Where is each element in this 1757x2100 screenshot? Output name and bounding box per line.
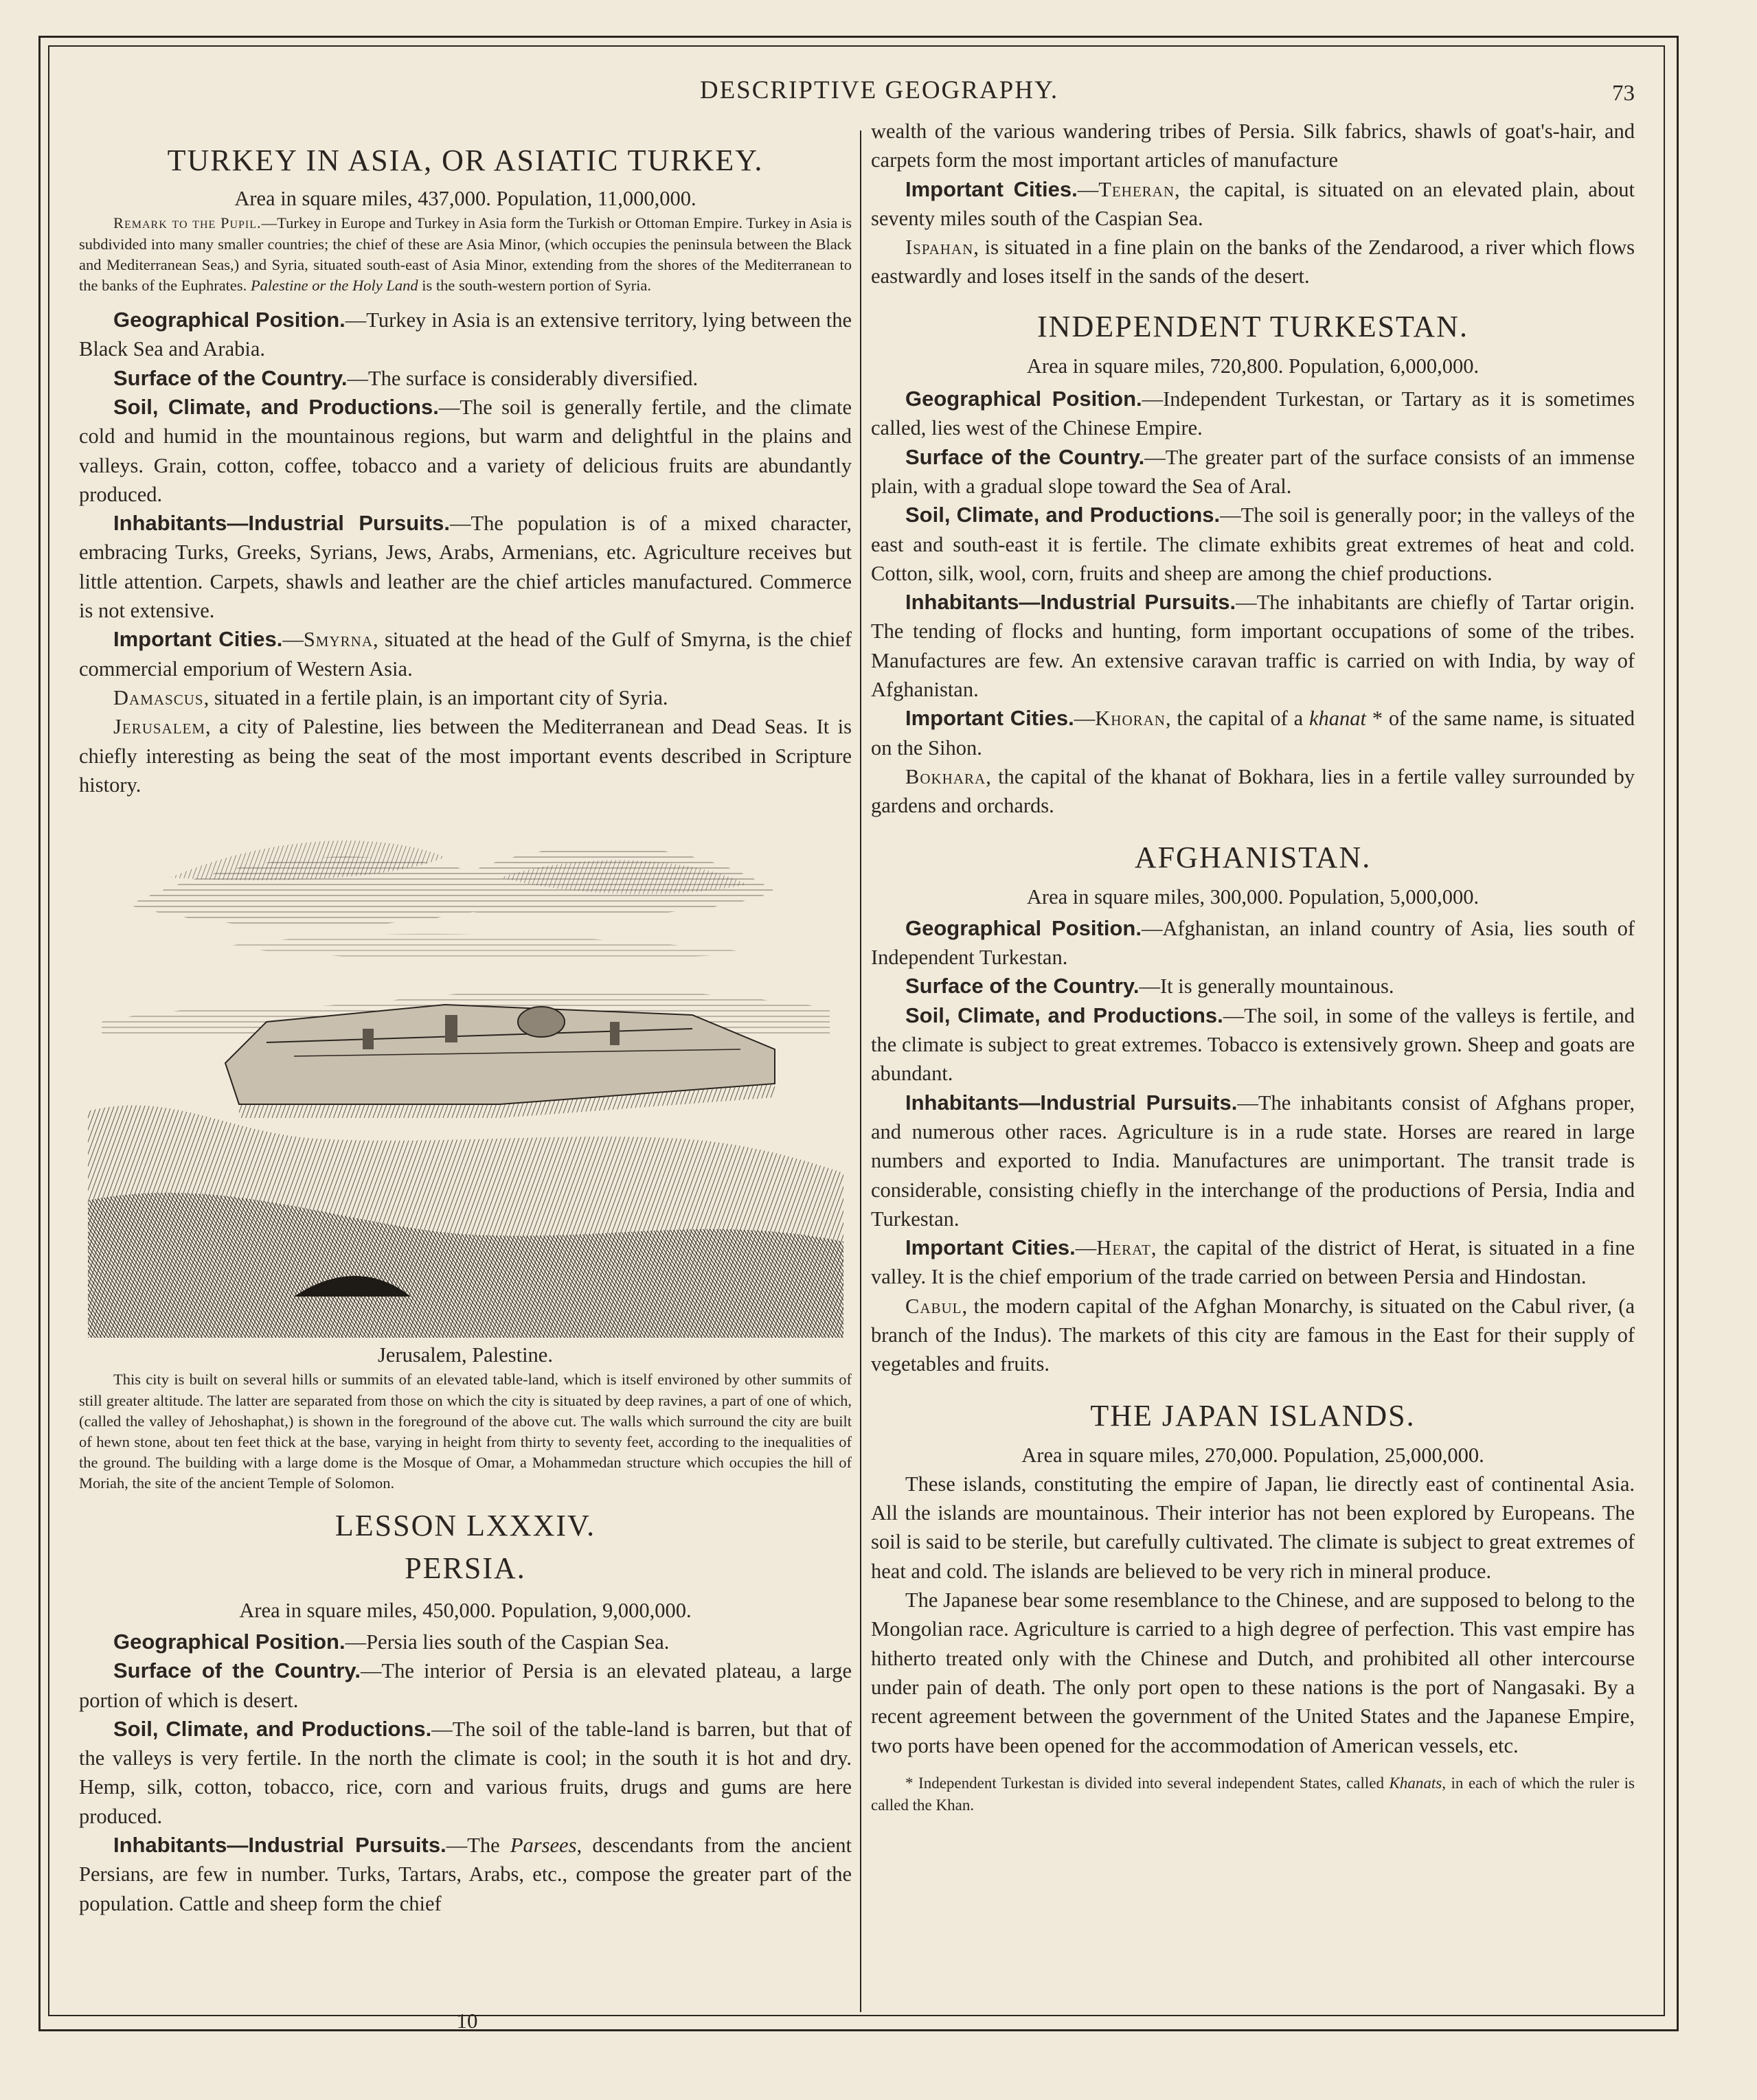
japan-area: Area in square miles, 270,000. Population, 25,000,000. xyxy=(1021,1443,1484,1467)
remark-label: Remark to the Pupil. xyxy=(113,214,262,232)
turkestan-inhabitants: Inhabitants—Industrial Pursuits.—The inhabitants are chiefly of Tartar origin. The tending of flocks and hunting, form important occupations of some of the tribes. Manufactures are few. An extensive caravan traffic is carried on with India, by way of Afghanistan. xyxy=(871,590,1635,702)
right-column xyxy=(871,117,1635,1816)
turkestan-cities: Important Cities.—Khoran, the capital of a khanat * of the same name, is situated on the Sihon. xyxy=(871,706,1635,760)
turkey-soil: Soil, Climate, and Productions.—The soil is generally fertile, and the climate cold and humid in the mountainous regions, but warm and delightful in the plains and valleys. Grain, cotton, coffee, tobacco and a variety of delicious fruits are abundantly produced. xyxy=(79,395,852,506)
turkey-jerusalem: Jerusalem, a city of Palestine, lies between the Mediterranean and Dead Seas. It is chiefly interesting as being the seat of the most important events described in Scripture history. xyxy=(79,715,852,797)
turkey-inhabitants: Inhabitants—Industrial Pursuits.—The population is of a mixed character, embracing Turks, Greeks, Syrians, Jews, Arabs, Armenians, etc. Agriculture receives but little attention. Carpets, shawls and leather are the chief articles manufactured. Commerce is not extensive. xyxy=(79,511,852,623)
jerusalem-engraving xyxy=(88,816,843,1338)
turkey-area: Area in square miles, 437,000. Population, 11,000,000. xyxy=(234,187,696,210)
afghanistan-geographical-position: Geographical Position.—Afghanistan, an inland country of Asia, lies south of Independent Turkestan. xyxy=(871,915,1635,970)
footnote: * Independent Turkestan is divided into several independent States, called Khanats, in each of which the ruler is called the Khan. xyxy=(871,1774,1635,1814)
afghanistan-surface: Surface of the Country.—It is generally mountainous. xyxy=(905,974,1394,998)
turkey-damascus: Damascus, situated in a fertile plain, is an important city of Syria. xyxy=(113,685,668,709)
persia-soil: Soil, Climate, and Productions.—The soil of the table-land is barren, but that of the valleys is very fertile. In the north the climate is cool; in the south it is hot and dry. Hemp, silk, cotton, tobacco, rice, corn and various fruits, drugs and gums are here produced. xyxy=(79,1716,852,1828)
left-column xyxy=(79,117,852,1918)
folio-number: 10 xyxy=(456,2009,478,2033)
lesson-title: LESSON LXXXIV. xyxy=(335,1508,596,1542)
japan-paragraph-2: The Japanese bear some resemblance to the Chinese, and are supposed to belong to the Mongolian race. Agriculture is carried to a high degree of perfection. This vast empire has hitherto treated only with the Chinese and Dutch, and prohibited all other intercourse under pain of death. The only port open to these nations is the port of Nangasaki. By a recent agreement between the government of the United States and the Japanese Empire, two ports have been opened for the accommodation of American vessels, etc. xyxy=(871,1588,1635,1757)
afghanistan-cities: Important Cities.—Herat, the capital of the district of Herat, is situated in a fine valley. It is the chief emporium of the trade carried on between Persia and Hindostan. xyxy=(871,1235,1635,1289)
turkestan-title: INDEPENDENT TURKESTAN. xyxy=(1037,309,1469,343)
turkestan-soil: Soil, Climate, and Productions.—The soil is generally poor; in the valleys of the east and south-east it is fertile. The climate exhibits great extremes of heat and cold. Cotton, silk, wool, corn, fruits and sheep are among the chief productions. xyxy=(871,503,1635,585)
japan-paragraph-1: These islands, constituting the empire of Japan, lie directly east of continental Asia. All the islands are mountainous. Their interior has not been explored by Europeans. The soil is said to be sterile, but carefully cultivated. The climate is subject to great extremes of heat and cold. The islands are believed to be very rich in mineral produce. xyxy=(871,1472,1635,1583)
turkestan-area: Area in square miles, 720,800. Population, 6,000,000. xyxy=(1026,354,1480,378)
afghanistan-title: AFGHANISTAN. xyxy=(1134,840,1372,874)
persia-surface: Surface of the Country.—The interior of Persia is an elevated plateau, a large portion of which is desert. xyxy=(79,1658,852,1712)
sky-clouds xyxy=(129,841,775,960)
afghanistan-area: Area in square miles, 300,000. Population, 5,000,000. xyxy=(1026,884,1480,909)
persia-area: Area in square miles, 450,000. Population, 9,000,000. xyxy=(239,1598,692,1622)
turkestan-bokhara: Bokhara, the capital of the khanat of Bokhara, lies in a fertile valley surrounded by gardens and orchards. xyxy=(871,764,1635,818)
engraving-description: This city is built on several hills or summits of an elevated table-land, which is itself environed by other summits of still greater altitude. The latter are separated from those on which the city is situated by deep ravines, a part of one of which, (called the valley of Jehoshaphat,) is shown in the foreground of the above cut. The walls which surround the city are built of hewn stone, about ten feet thick at the base, varying in height from thirty to seventy feet, according to the inequalities of the ground. The building with a large dome is the Mosque of Omar, a Mohammedan structure which occupies the hill of Moriah, the site of the ancient Temple of Solomon. xyxy=(79,1371,852,1492)
turkestan-surface: Surface of the Country.—The greater part of the surface consists of an immense plain, with a gradual slope toward the Sea of Aral. xyxy=(871,444,1635,498)
turkey-cities: Important Cities.—Smyrna, situated at the head of the Gulf of Smyrna, is the chief commercial emporium of Western Asia. xyxy=(79,627,852,681)
turkey-remark: Remark to the Pupil.—Turkey in Europe and Turkey in Asia form the Turkish or Ottoman Empire. Turkey in Asia is subdivided into many smaller countries; the chief of these are Asia Minor, (which occupies the peninsula between the Black and Mediterranean Seas,) and Syria, situated south-east of Asia Minor, extending from the shores of the Mediterranean to the banks of the Euphrates. Palestine or the Holy Land is the south-western portion of Syria. xyxy=(79,214,852,294)
afghanistan-soil: Soil, Climate, and Productions.—The soil, in some of the valleys is fertile, and the climate is subject to great extremes. Tobacco is extensively grown. Sheep and goats are abundant. xyxy=(871,1003,1635,1086)
city-walls xyxy=(225,1005,775,1118)
persia-cities: Important Cities.—Teheran, the capital, is situated on an elevated plain, about seventy miles south of the Caspian Sea. xyxy=(871,176,1635,230)
persia-ispahan: Ispahan, is situated in a fine plain on the banks of the Zendarood, a river which flows eastwardly and loses itself in the sands of the desert. xyxy=(871,236,1635,288)
turkey-surface: Surface of the Country.—The surface is considerably diversified. xyxy=(113,365,699,390)
foreground-hills xyxy=(88,1106,843,1338)
turkey-title: TURKEY IN ASIA, OR ASIATIC TURKEY. xyxy=(167,144,764,177)
turkey-geographical-position: Geographical Position.—Turkey in Asia is an extensive territory, lying between the Black Sea and Arabia. xyxy=(79,308,852,361)
japan-title: THE JAPAN ISLANDS. xyxy=(1090,1398,1416,1433)
persia-inhabitants: Inhabitants—Industrial Pursuits.—The Parsees, descendants from the ancient Persians, are few in number. Turks, Tartars, Arabs, etc., compose the greater part of the population. Cattle and sheep form the chief xyxy=(79,1833,852,1915)
persia-title: PERSIA. xyxy=(405,1551,526,1585)
running-title: DESCRIPTIVE GEOGRAPHY. xyxy=(699,76,1059,104)
turkestan-geographical-position: Geographical Position.—Independent Turkestan, or Tartary as it is sometimes called, lies west of the Chinese Empire. xyxy=(871,387,1635,440)
persia-geographical-position: Geographical Position.—Persia lies south of the Caspian Sea. xyxy=(113,1629,670,1654)
engraving-caption: Jerusalem, Palestine. xyxy=(378,1343,553,1367)
afghanistan-inhabitants: Inhabitants—Industrial Pursuits.—The inhabitants consist of Afghans proper, and numerous other races. Agriculture is in a rude state. Horses are reared in large numbers and exported to India. Manufactures are unimportant. The transit trade is considerable, consisting chiefly in the interchange of the productions of Persia, India and Turkestan. xyxy=(871,1090,1635,1231)
persia-inhabitants-continued: wealth of the various wandering tribes of Persia. Silk fabrics, shawls of goat's-hair, and carpets form the most important articles of manufacture xyxy=(871,119,1635,172)
column-divider xyxy=(860,130,861,2012)
page-number: 73 xyxy=(1612,81,1635,106)
afghanistan-cabul: Cabul, the modern capital of the Afghan Monarchy, is situated on the Cabul river, (a branch of the Indus). The markets of this city are famous in the East for their supply of vegetables and fruits. xyxy=(871,1294,1635,1376)
